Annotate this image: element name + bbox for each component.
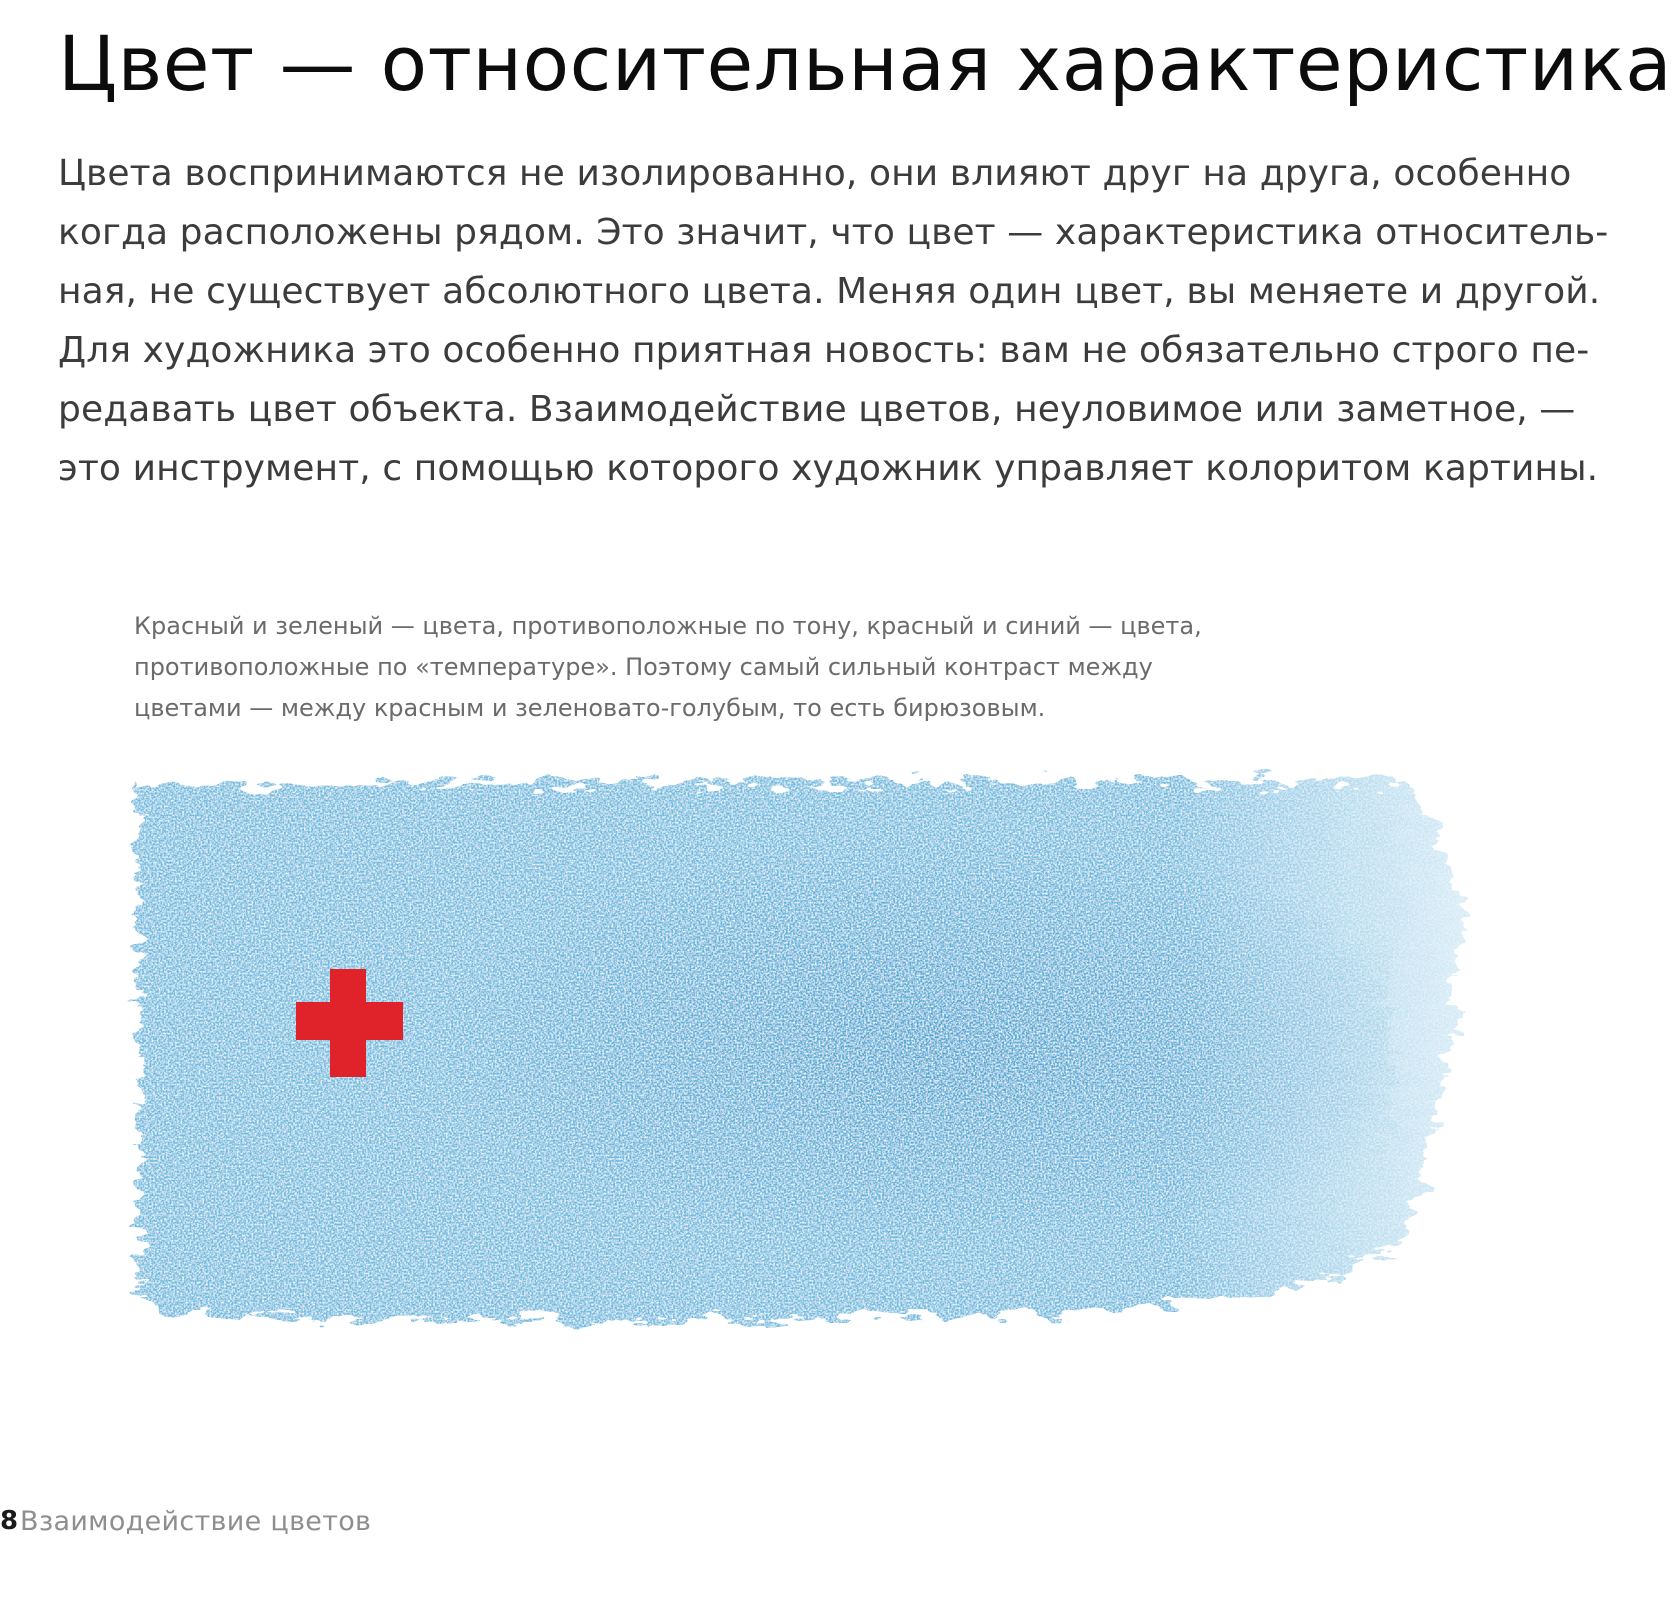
caption-line: Красный и зеленый — цвета, противоположные по тону, красный и синий — цвета,: [134, 612, 1202, 640]
running-head: Взаимодействие цветов: [20, 1505, 372, 1537]
caption-line: цветами — между красным и зеленовато-голубым, то есть бирюзовым.: [134, 694, 1046, 722]
page-number: 8: [0, 1506, 19, 1536]
color-contrast-illustration: [130, 775, 1570, 1405]
illustration-canvas: [130, 775, 1570, 1405]
body-line: это инструмент, с помощью которого художник управляет колоритом картины.: [58, 448, 1599, 489]
page-heading: Цвет — относительная характеристика: [58, 19, 1673, 108]
body-line: Цвета воспринимаются не изолированно, они влияют друг на друга, особенно: [58, 153, 1572, 194]
body-paragraph: [58, 144, 1638, 498]
body-line: Для художника это особенно приятная новость: вам не обязательно строго пе-: [58, 330, 1590, 371]
figure-caption: [134, 606, 1334, 729]
body-line: когда расположены рядом. Это значит, что цвет — характеристика относитель-: [58, 212, 1609, 253]
caption-line: противоположные по «температуре». Поэтому самый сильный контраст между: [134, 653, 1153, 681]
page-footer: [0, 1503, 371, 1539]
body-line: редавать цвет объекта. Взаимодействие цветов, неуловимое или заметное, —: [58, 389, 1576, 430]
body-line: ная, не существует абсолютного цвета. Меняя один цвет, вы меняете и другой.: [58, 271, 1601, 312]
